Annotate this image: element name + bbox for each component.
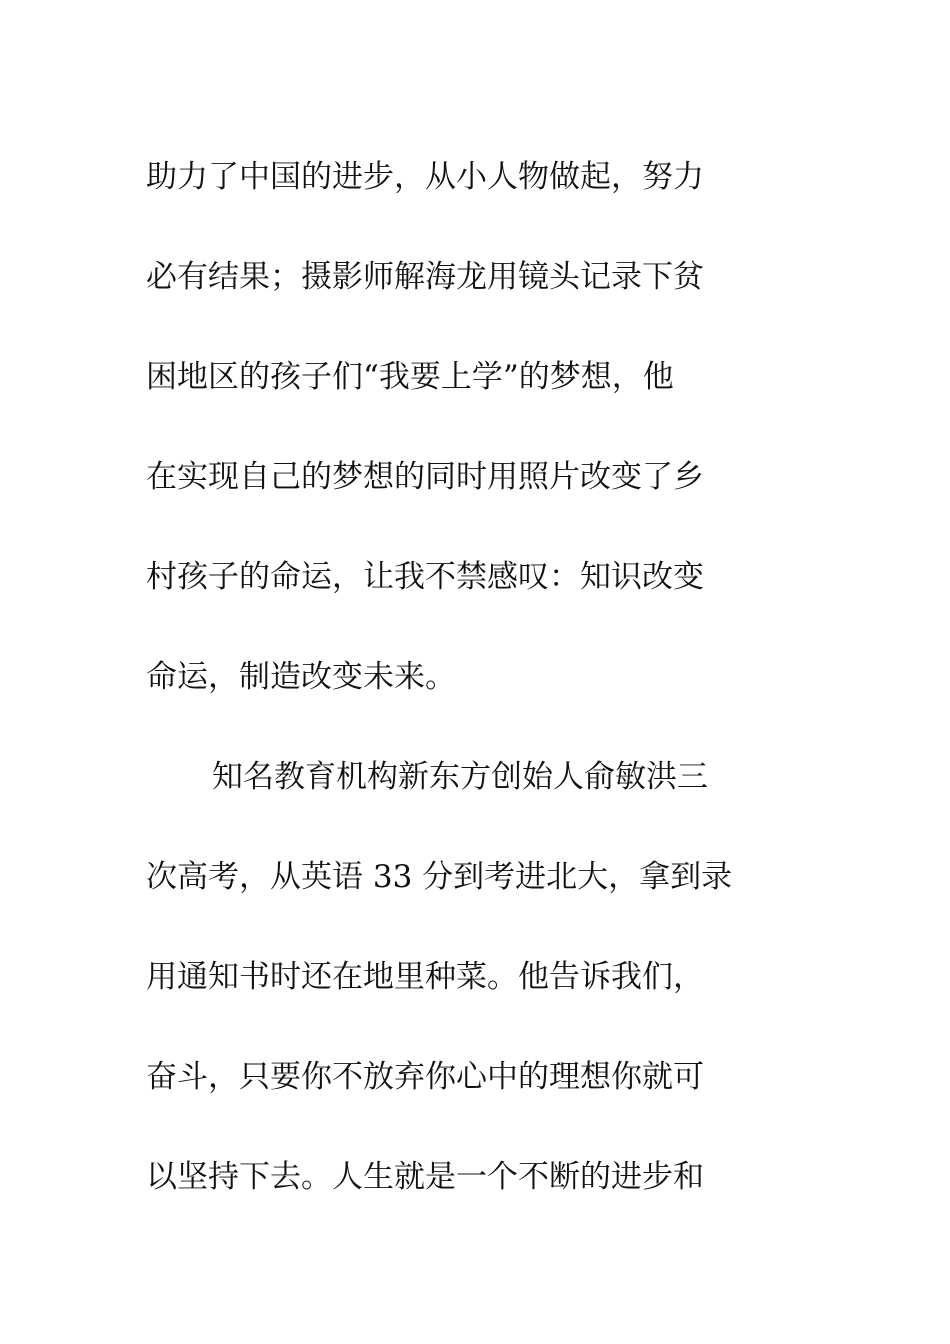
- text-line: 奋斗，只要你不放弃你心中的理想你就可: [146, 1059, 704, 1095]
- text-line: 用通知书时还在地里种菜。他告诉我们，: [146, 959, 704, 995]
- text-line: 必有结果；摄影师解海龙用镜头记录下贫: [146, 259, 704, 295]
- text-line: 困地区的孩子们“我要上学”的梦想，他: [146, 359, 674, 395]
- text-line: 次高考，从英语 33 分到考进北大，拿到录: [146, 859, 733, 895]
- text-line: 在实现自己的梦想的同时用照片改变了乡: [146, 459, 704, 495]
- text-line: 村孩子的命运，让我不禁感叹：知识改变: [146, 559, 704, 595]
- text-line: 命运，制造改变未来。: [146, 659, 456, 695]
- paragraph-first-line: 知名教育机构新东方创始人俞敏洪三: [212, 759, 708, 795]
- text-line: 以坚持下去。人生就是一个不断的进步和: [146, 1159, 704, 1195]
- text-line: 助力了中国的进步，从小人物做起，努力: [146, 159, 704, 195]
- body-text: [146, 127, 806, 1227]
